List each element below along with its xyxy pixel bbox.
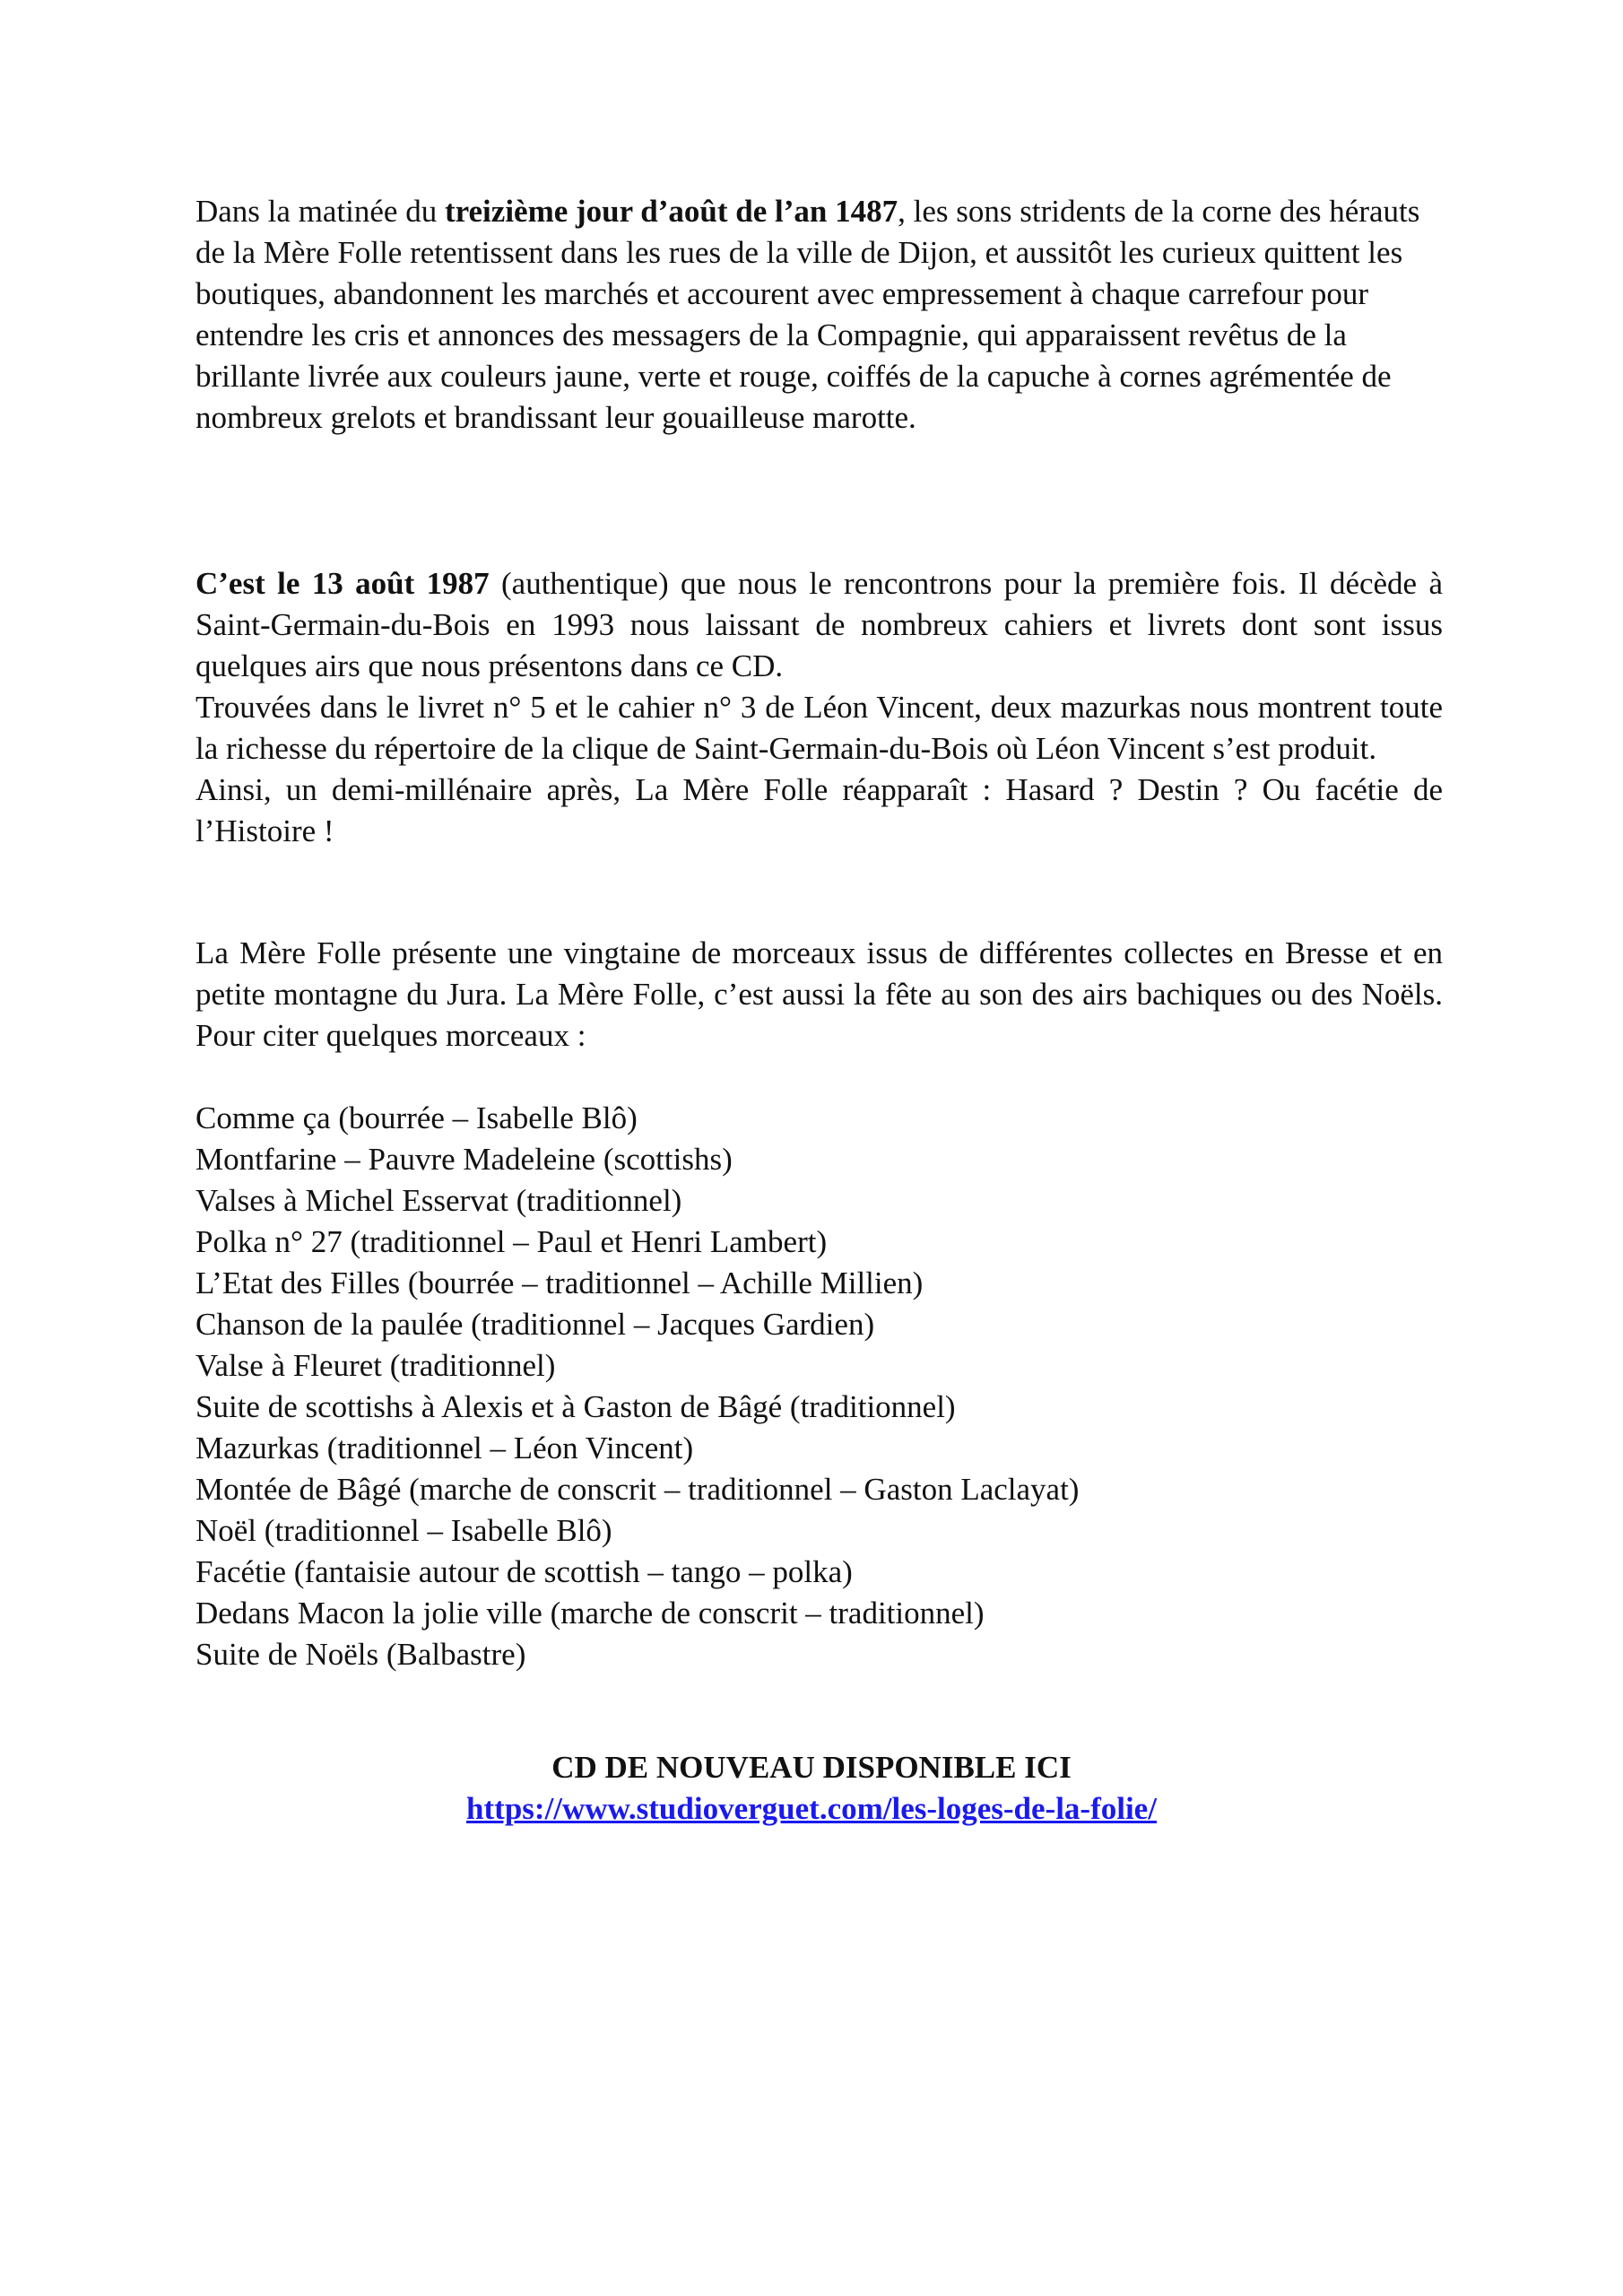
presentation-paragraph: La Mère Folle présente une vingtaine de morceaux issus de différentes collectes en Bresse et en petite montagne du Jura. La Mère Folle, c’est aussi la fête au son des airs bachiques ou des Noëls. Pour citer quelques morceaux :	[195, 935, 1443, 1053]
story-line-2: Trouvées dans le livret n° 5 et le cahier n° 3 de Léon Vincent, deux mazurkas nous montrent toute la richesse du répertoire de la clique de Saint-Germain-du-Bois où Léon Vincent s’est produit.	[195, 690, 1443, 766]
intro-lead: Dans la matinée du	[195, 194, 445, 229]
studio-link[interactable]: https://www.studioverguet.com/les-loges-de-la-folie/	[466, 1791, 1157, 1826]
intro-paragraph	[195, 191, 1433, 439]
list-item: Comme ça (bourrée – Isabelle Blô)	[195, 1100, 638, 1135]
list-item: Chanson de la paulée (traditionnel – Jacques Gardien)	[195, 1307, 875, 1342]
list-item: Facétie (fantaisie autour de scottish – tango – polka)	[195, 1554, 853, 1589]
story-paragraph	[195, 563, 1443, 852]
list-item: Dedans Macon la jolie ville (marche de conscrit – traditionnel)	[195, 1596, 985, 1631]
intro-date: treizième jour d’août de l’an 1487	[444, 194, 898, 229]
list-item: Noël (traditionnel – Isabelle Blô)	[195, 1513, 612, 1548]
cta-link-line	[0, 1788, 1623, 1830]
list-item: Montfarine – Pauvre Madeleine (scottishs)	[195, 1142, 733, 1177]
list-item: Polka n° 27 (traditionnel – Paul et Henri Lambert)	[195, 1224, 828, 1259]
intro-rest: , les sons stridents de la corne des hérauts de la Mère Folle retentissent dans les rues de la ville de Dijon, et aussitôt les curieux quittent les boutiques, abandonnent les marchés et accourent avec empressement à chaque carrefour pour entendre les cris et annonces des messagers de la Compagnie, qui apparaissent revêtus de la brillante livrée aux couleurs jaune, verte et rouge, coiffés de la capuche à cornes agrémentée de nombreux grelots et brandissant leur gouailleuse marotte.	[195, 194, 1420, 435]
list-item: Valse à Fleuret (traditionnel)	[195, 1348, 556, 1383]
cta-heading: CD DE NOUVEAU DISPONIBLE ICI	[551, 1750, 1072, 1785]
story-sentence-1: (authentique) que nous le rencontrons pour la première fois. Il décède à Saint-Germain-du-Bois en 1993 nous laissant de nombreux cahiers et livrets dont sont issus quelques airs que nous présentons dans ce CD.	[195, 566, 1443, 683]
track-list	[195, 1098, 1079, 1675]
list-item: Valses à Michel Esservat (traditionnel)	[195, 1183, 682, 1218]
list-item: Suite de scottishs à Alexis et à Gaston de Bâgé (traditionnel)	[195, 1389, 956, 1424]
list-item: Suite de Noëls (Balbastre)	[195, 1637, 526, 1672]
story-date: C’est le 13 août 1987	[195, 566, 490, 601]
story-line-3: Ainsi, un demi-millénaire après, La Mère Folle réapparaît : Hasard ? Destin ? Ou facétie de l’Histoire !	[195, 772, 1443, 848]
list-item: Mazurkas (traditionnel – Léon Vincent)	[195, 1431, 694, 1465]
list-item: L’Etat des Filles (bourrée – traditionnel – Achille Millien)	[195, 1265, 924, 1300]
story-line-1	[195, 563, 1443, 687]
list-item: Montée de Bâgé (marche de conscrit – traditionnel – Gaston Laclayat)	[195, 1472, 1080, 1507]
